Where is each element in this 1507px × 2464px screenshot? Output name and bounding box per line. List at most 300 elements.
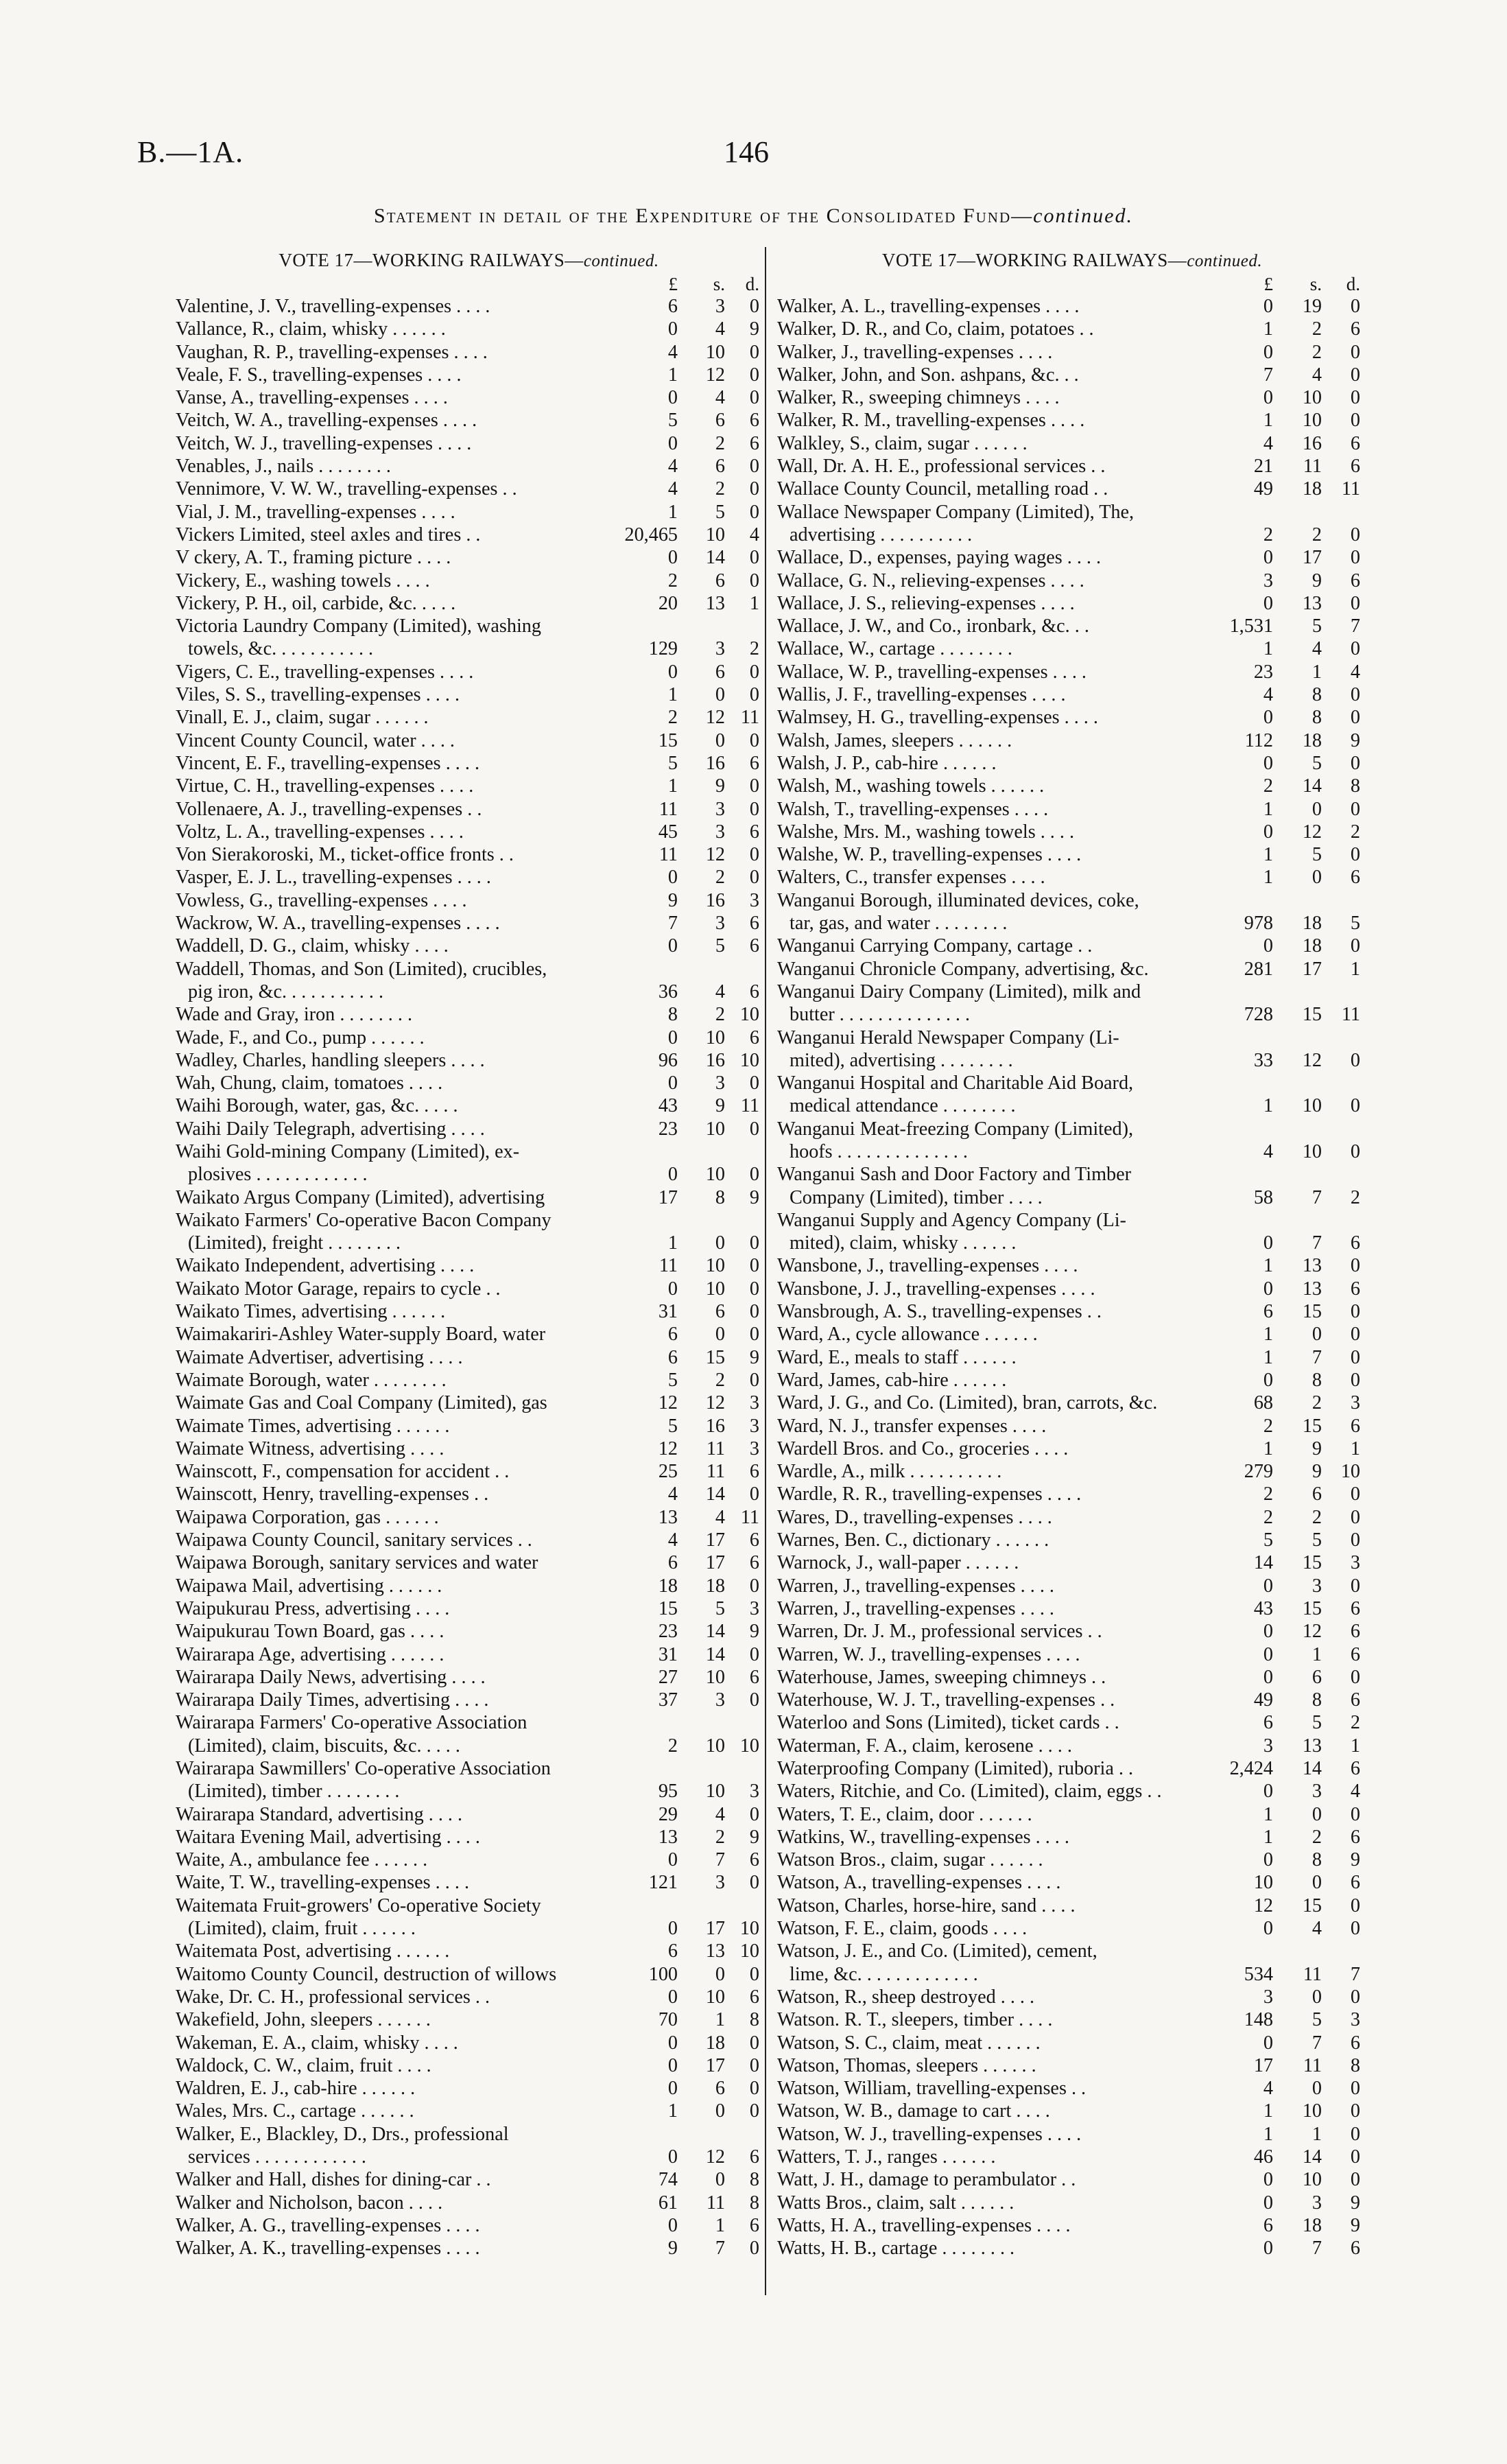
entry-description: Viles, S. S., travelling-expenses . . . . xyxy=(176,684,460,706)
expenditure-row xyxy=(176,752,762,775)
amount-pence: 0 xyxy=(749,798,759,820)
amount-shillings: 3 xyxy=(1312,2192,1322,2214)
amount-shillings: 5 xyxy=(715,935,725,957)
entry-description: Waikato Independent, advertising . . . . xyxy=(176,1255,475,1277)
amount-pence: 0 xyxy=(749,296,759,317)
amount-pence: 6 xyxy=(1350,1597,1360,1619)
expenditure-row xyxy=(777,1643,1367,1666)
entry-description: Warren, W. J., travelling-expenses . . . . xyxy=(777,1643,1080,1665)
expenditure-row xyxy=(176,2237,762,2260)
expenditure-row xyxy=(176,478,762,500)
amount-shillings: 0 xyxy=(1312,1803,1322,1825)
entry-description: Ward, N. J., transfer expenses . . . . xyxy=(777,1415,1047,1437)
amount-pence: 0 xyxy=(1350,798,1360,820)
entry-description: Waimate Advertiser, advertising . . . . xyxy=(176,1346,463,1368)
entry-description: Wall, Dr. A. H. E., professional services . . xyxy=(777,456,1106,478)
entry-description: Watson, S. C., claim, meat . . . . . . xyxy=(777,2032,1041,2054)
amount-pounds: 74 xyxy=(658,2169,678,2191)
amount-pounds: 23 xyxy=(658,1118,678,1140)
amount-pounds: 5 xyxy=(667,410,678,432)
expenditure-row xyxy=(176,1894,762,1917)
entry-description: Waikato Argus Company (Limited), advertising xyxy=(176,1186,545,1208)
entry-description: Warnes, Ben. C., dictionary . . . . . . xyxy=(777,1529,1049,1551)
entry-description: Waddell, D. G., claim, whisky . . . . xyxy=(176,935,449,957)
amount-pence: 0 xyxy=(749,867,759,889)
amount-pence: 0 xyxy=(1350,1049,1360,1071)
expenditure-row xyxy=(777,2146,1367,2168)
entry-description: Waterhouse, James, sweeping chimneys . . xyxy=(777,1666,1106,1688)
amount-pence: 0 xyxy=(1350,592,1360,614)
amount-shillings: 15 xyxy=(1302,1004,1322,1026)
expenditure-row xyxy=(176,2123,762,2146)
amount-pounds: 1 xyxy=(667,364,678,386)
amount-pounds: 6 xyxy=(1263,2214,1273,2236)
entry-description: Wanganui Sash and Door Factory and Timber xyxy=(777,1164,1132,1186)
amount-shillings: 6 xyxy=(715,456,725,478)
amount-pounds: 18 xyxy=(658,1575,678,1597)
expenditure-row xyxy=(176,866,762,889)
entry-description: Watson Bros., claim, sugar . . . . . . xyxy=(777,1849,1043,1871)
amount-shillings: 10 xyxy=(1302,410,1322,432)
amount-shillings: 18 xyxy=(705,2032,725,2054)
entry-description: Waipawa Borough, sanitary services and water xyxy=(176,1552,538,1574)
expenditure-row xyxy=(176,570,762,592)
amount-pence: 6 xyxy=(749,2214,759,2236)
amount-shillings: 11 xyxy=(1303,1963,1322,1985)
amount-shillings: 18 xyxy=(1302,2214,1322,2236)
amount-shillings: 13 xyxy=(705,1940,725,1962)
amount-pence: 0 xyxy=(749,1575,759,1597)
amount-shillings: 1 xyxy=(1312,2123,1322,2145)
amount-pounds: 33 xyxy=(1253,1049,1273,1071)
expenditure-row xyxy=(176,501,762,524)
amount-pounds: 1 xyxy=(1263,798,1273,820)
entry-description: tar, gas, and water . . . . . . . . xyxy=(790,913,1008,935)
amount-shillings: 16 xyxy=(705,1049,725,1071)
expenditure-row xyxy=(777,1963,1367,1986)
entry-description: Walsh, J. P., cab-hire . . . . . . xyxy=(777,752,997,774)
amount-pence: 3 xyxy=(749,1597,759,1619)
expenditure-row xyxy=(176,295,762,318)
amount-pounds: 0 xyxy=(667,1278,678,1300)
expenditure-row xyxy=(176,1209,762,1232)
amount-shillings: 7 xyxy=(715,1849,725,1871)
amount-pounds: 2 xyxy=(1263,1483,1273,1505)
amount-pounds: 9 xyxy=(667,2238,678,2260)
amount-pounds: 14 xyxy=(1253,1552,1273,1574)
amount-shillings: 14 xyxy=(705,1483,725,1505)
expenditure-row xyxy=(777,2100,1367,2122)
amount-shillings: 10 xyxy=(705,1118,725,1140)
entry-description: Vowless, G., travelling-expenses . . . . xyxy=(176,889,467,911)
expenditure-row xyxy=(777,1254,1367,1277)
expenditure-row xyxy=(777,1871,1367,1894)
amount-pounds: 2 xyxy=(1263,524,1273,545)
amount-pence: 9 xyxy=(1350,2192,1360,2214)
amount-pence: 0 xyxy=(749,456,759,478)
amount-pence: 0 xyxy=(1350,684,1360,706)
amount-shillings: 5 xyxy=(1312,1712,1322,1734)
amount-pence: 1 xyxy=(1350,1735,1360,1757)
amount-pounds: 15 xyxy=(658,729,678,751)
entry-description: Wanganui Herald Newspaper Company (Li- xyxy=(777,1026,1119,1048)
expenditure-row xyxy=(176,1803,762,1826)
entry-description: Waite, A., ambulance fee . . . . . . xyxy=(176,1849,428,1871)
entry-description: Waipawa County Council, sanitary services . . xyxy=(176,1529,532,1551)
amount-shillings: 1 xyxy=(715,2009,725,2031)
amount-pence: 11 xyxy=(1341,478,1360,500)
expenditure-row xyxy=(777,1849,1367,1871)
entry-description: Watson, W. J., travelling-expenses . . . . xyxy=(777,2123,1082,2145)
amount-pence: 0 xyxy=(749,1689,759,1711)
entry-description: Waterhouse, W. J. T., travelling-expenses . . xyxy=(777,1689,1115,1711)
amount-pounds: 534 xyxy=(1244,1963,1273,1985)
entry-description: Waitemata Fruit-growers' Co-operative Society xyxy=(176,1894,541,1916)
expenditure-row xyxy=(176,1529,762,1551)
amount-pence: 6 xyxy=(749,410,759,432)
expenditure-row xyxy=(176,341,762,364)
entry-description: Waitara Evening Mail, advertising . . . . xyxy=(176,1826,480,1848)
expenditure-row xyxy=(176,1506,762,1529)
expenditure-row xyxy=(777,615,1367,637)
expenditure-row xyxy=(176,1963,762,1986)
statement-title-continued: continued. xyxy=(1033,204,1133,227)
expenditure-row xyxy=(777,2168,1367,2191)
expenditure-row xyxy=(176,1369,762,1392)
amount-pence: 6 xyxy=(1350,1232,1360,1254)
entry-description: Waters, T. E., claim, door . . . . . . xyxy=(777,1803,1032,1825)
amount-shillings: 0 xyxy=(715,1324,725,1346)
amount-pence: 6 xyxy=(1350,432,1360,454)
amount-pence: 9 xyxy=(749,318,759,340)
amount-pounds: 1 xyxy=(1263,1803,1273,1825)
amount-pence: 0 xyxy=(1350,2169,1360,2191)
entry-description: Voltz, L. A., travelling-expenses . . . . xyxy=(176,821,464,843)
entry-description: Waipawa Corporation, gas . . . . . . xyxy=(176,1506,439,1528)
amount-pence: 6 xyxy=(1350,1621,1360,1643)
amount-shillings: 6 xyxy=(1312,1666,1322,1688)
entry-description: Wanganui Carrying Company, cartage . . xyxy=(777,935,1093,957)
amount-shillings: 15 xyxy=(1302,1552,1322,1574)
amount-pence: 0 xyxy=(749,2032,759,2054)
amount-shillings: 7 xyxy=(1312,2238,1322,2260)
amount-shillings: 19 xyxy=(1302,296,1322,317)
amount-pounds: 0 xyxy=(1263,592,1273,614)
expenditure-row xyxy=(176,409,762,432)
shillings-header: s. xyxy=(713,274,725,294)
expenditure-row xyxy=(176,2214,762,2237)
amount-shillings: 7 xyxy=(1312,1232,1322,1254)
amount-shillings: 8 xyxy=(1312,1849,1322,1871)
expenditure-row xyxy=(176,1140,762,1163)
amount-pounds: 4 xyxy=(1263,684,1273,706)
expenditure-row xyxy=(176,2008,762,2031)
entry-description: Waipukurau Town Board, gas . . . . xyxy=(176,1621,444,1643)
amount-pence: 6 xyxy=(749,1552,759,1574)
amount-shillings: 10 xyxy=(705,1666,725,1688)
expenditure-row xyxy=(176,1666,762,1689)
amount-pounds: 2 xyxy=(1263,1506,1273,1528)
vote-title-text: VOTE 17—WORKING RAILWAYS— xyxy=(278,250,584,270)
amount-pence: 0 xyxy=(749,1278,759,1300)
entry-description: Vanse, A., travelling-expenses . . . . xyxy=(176,387,448,409)
amount-pence: 0 xyxy=(749,1369,759,1391)
entry-description: Waihi Daily Telegraph, advertising . . . . xyxy=(176,1118,485,1140)
pounds-header: £ xyxy=(668,274,678,294)
expenditure-row xyxy=(777,775,1367,797)
amount-pence: 6 xyxy=(1350,2238,1360,2260)
column-divider xyxy=(765,247,766,2295)
entry-description: Watson, R., sheep destroyed . . . . xyxy=(777,1986,1035,2008)
expenditure-row xyxy=(777,1711,1367,1734)
amount-pence: 6 xyxy=(749,821,759,843)
expenditure-row xyxy=(176,706,762,729)
amount-pounds: 129 xyxy=(648,638,678,660)
amount-pounds: 0 xyxy=(1263,1666,1273,1688)
amount-pounds: 0 xyxy=(1263,1781,1273,1803)
amount-pence: 6 xyxy=(749,432,759,454)
amount-shillings: 1 xyxy=(1312,661,1322,683)
amount-pence: 0 xyxy=(749,547,759,569)
amount-shillings: 3 xyxy=(715,913,725,935)
expenditure-row xyxy=(777,1140,1367,1163)
expenditure-row xyxy=(176,318,762,340)
amount-pounds: 31 xyxy=(658,1301,678,1323)
expenditure-row xyxy=(777,2032,1367,2054)
entry-description: (Limited), claim, fruit . . . . . . xyxy=(188,1918,416,1940)
amount-pounds: 31 xyxy=(658,1643,678,1665)
amount-pence: 0 xyxy=(1350,1324,1360,1346)
entry-description: Wairarapa Daily Times, advertising . . . . xyxy=(176,1689,489,1711)
expenditure-row xyxy=(777,981,1367,1003)
amount-shillings: 11 xyxy=(1303,2054,1322,2076)
expenditure-row xyxy=(777,1666,1367,1689)
amount-shillings: 12 xyxy=(1302,1049,1322,1071)
amount-pounds: 11 xyxy=(658,1255,678,1277)
amount-pounds: 17 xyxy=(1253,2054,1273,2076)
amount-shillings: 18 xyxy=(705,1575,725,1597)
amount-pence: 0 xyxy=(749,1872,759,1894)
amount-pence: 0 xyxy=(749,1803,759,1825)
amount-pence: 0 xyxy=(1350,1575,1360,1597)
entry-description: Wardle, R. R., travelling-expenses . . . . xyxy=(777,1483,1082,1505)
amount-pence: 10 xyxy=(739,1004,759,1026)
amount-pence: 7 xyxy=(1350,1963,1360,1985)
entry-description: Waimakariri-Ashley Water-supply Board, water xyxy=(176,1324,546,1346)
expenditure-row xyxy=(176,1323,762,1346)
expenditure-row xyxy=(176,889,762,912)
expenditure-row xyxy=(176,1278,762,1300)
entry-description: Wake, Dr. C. H., professional services . . xyxy=(176,1986,490,2008)
amount-shillings: 4 xyxy=(1312,1918,1322,1940)
entry-description: Waldock, C. W., claim, fruit . . . . xyxy=(176,2054,431,2076)
amount-pounds: 0 xyxy=(667,1918,678,1940)
expenditure-row xyxy=(777,1917,1367,1940)
entry-description: Ward, James, cab-hire . . . . . . xyxy=(777,1369,1007,1391)
expenditure-row xyxy=(176,2192,762,2214)
entry-description: (Limited), claim, biscuits, &c. . . . . xyxy=(188,1735,460,1757)
entry-description: Wah, Chung, claim, tomatoes . . . . xyxy=(176,1072,443,1094)
expenditure-row xyxy=(176,729,762,752)
amount-pounds: 0 xyxy=(1263,2238,1273,2260)
entry-description: Waikato Motor Garage, repairs to cycle . . xyxy=(176,1278,501,1300)
amount-pounds: 112 xyxy=(1244,729,1273,751)
amount-pounds: 2 xyxy=(1263,1415,1273,1437)
amount-pounds: 728 xyxy=(1244,1004,1273,1026)
amount-pence: 0 xyxy=(749,2100,759,2122)
expenditure-row xyxy=(777,1483,1367,1505)
entry-description: Watts Bros., claim, salt . . . . . . xyxy=(777,2192,1014,2214)
amount-pounds: 0 xyxy=(1263,2169,1273,2191)
amount-pence: 3 xyxy=(749,1415,759,1437)
expenditure-row xyxy=(176,2146,762,2168)
expenditure-row xyxy=(777,958,1367,981)
amount-pence: 9 xyxy=(749,1621,759,1643)
amount-shillings: 14 xyxy=(705,1643,725,1665)
entry-description: Waimate Times, advertising . . . . . . xyxy=(176,1415,450,1437)
amount-pence: 0 xyxy=(1350,1986,1360,2008)
amount-shillings: 15 xyxy=(1302,1415,1322,1437)
amount-shillings: 12 xyxy=(705,707,725,729)
entry-description: Wairarapa Farmers' Co-operative Association xyxy=(176,1712,527,1734)
amount-pounds: 6 xyxy=(667,1346,678,1368)
amount-shillings: 6 xyxy=(715,1301,725,1323)
entry-description: Walmsey, H. G., travelling-expenses . . . . xyxy=(777,707,1098,729)
expenditure-row xyxy=(176,1438,762,1460)
amount-pence: 6 xyxy=(749,1986,759,2008)
expenditure-row xyxy=(777,637,1367,660)
amount-pounds: 5 xyxy=(667,1369,678,1391)
expenditure-row xyxy=(176,2032,762,2054)
entry-description: Victoria Laundry Company (Limited), washing xyxy=(176,615,541,637)
expenditure-row xyxy=(777,1232,1367,1254)
expenditure-row xyxy=(176,1940,762,1962)
amount-shillings: 10 xyxy=(705,341,725,363)
amount-pounds: 70 xyxy=(658,2009,678,2031)
amount-pence: 6 xyxy=(749,913,759,935)
expenditure-row xyxy=(777,1094,1367,1117)
amount-pence: 3 xyxy=(1350,1552,1360,1574)
entry-description: Walkley, S., claim, sugar . . . . . . xyxy=(777,432,1028,454)
amount-pence: 0 xyxy=(1350,1483,1360,1505)
entry-description: Watson, Charles, horse-hire, sand . . . . xyxy=(777,1894,1076,1916)
entry-description: Wairarapa Sawmillers' Co-operative Association xyxy=(176,1758,551,1779)
amount-pounds: 6 xyxy=(1263,1301,1273,1323)
expenditure-row xyxy=(777,821,1367,843)
entry-description: Wairarapa Daily News, advertising . . . . xyxy=(176,1666,486,1688)
expenditure-row xyxy=(176,1620,762,1643)
expenditure-row xyxy=(176,1094,762,1117)
amount-shillings: 17 xyxy=(705,1529,725,1551)
entry-description: Wardle, A., milk . . . . . . . . . . xyxy=(777,1461,1002,1483)
shillings-header: s. xyxy=(1309,274,1322,294)
expenditure-row xyxy=(176,1460,762,1483)
amount-pounds: 1 xyxy=(667,684,678,706)
amount-pounds: 1 xyxy=(1263,638,1273,660)
amount-pence: 11 xyxy=(740,1506,759,1528)
expenditure-row xyxy=(176,1003,762,1026)
entry-description: Watson, J. E., and Co. (Limited), cement, xyxy=(777,1940,1097,1962)
amount-shillings: 12 xyxy=(1302,821,1322,843)
amount-pence: 6 xyxy=(1350,456,1360,478)
amount-pounds: 0 xyxy=(667,432,678,454)
amount-shillings: 10 xyxy=(1302,387,1322,409)
amount-pence: 0 xyxy=(749,1255,759,1277)
amount-pence: 0 xyxy=(749,661,759,683)
entry-description: Wackrow, W. A., travelling-expenses . . . . xyxy=(176,913,500,935)
amount-pounds: 0 xyxy=(1263,1621,1273,1643)
expenditure-row xyxy=(777,2008,1367,2031)
amount-pounds: 27 xyxy=(658,1666,678,1688)
amount-pence: 0 xyxy=(749,341,759,363)
entry-description: Wanganui Chronicle Company, advertising, &c. xyxy=(777,958,1149,980)
amount-pence: 9 xyxy=(749,1346,759,1368)
entry-description: Vincent County Council, water . . . . xyxy=(176,729,455,751)
amount-pounds: 0 xyxy=(1263,2192,1273,2214)
amount-pence: 0 xyxy=(1350,341,1360,363)
entry-description: Waddell, Thomas, and Son (Limited), crucibles, xyxy=(176,958,547,980)
entry-description: Valentine, J. V., travelling-expenses . . . . xyxy=(176,296,490,317)
amount-pence: 10 xyxy=(739,1918,759,1940)
amount-shillings: 10 xyxy=(705,1986,725,2008)
expenditure-row xyxy=(176,637,762,660)
amount-pounds: 1 xyxy=(1263,1095,1273,1117)
amount-pounds: 0 xyxy=(1263,296,1273,317)
entry-description: hoofs . . . . . . . . . . . . . . xyxy=(790,1140,968,1162)
expenditure-row xyxy=(777,592,1367,615)
expenditure-row xyxy=(777,1551,1367,1574)
entry-description: Waitomo County Council, destruction of willows xyxy=(176,1963,557,1985)
amount-pence: 0 xyxy=(1350,707,1360,729)
amount-pence: 2 xyxy=(1350,1186,1360,1208)
amount-pence: 0 xyxy=(1350,1506,1360,1528)
expenditure-row xyxy=(176,1392,762,1414)
amount-pounds: 17 xyxy=(658,1186,678,1208)
entry-description: Vasper, E. J. L., travelling-expenses . . . . xyxy=(176,867,491,889)
amount-pence: 8 xyxy=(749,2009,759,2031)
amount-pounds: 12 xyxy=(658,1392,678,1414)
expenditure-row xyxy=(176,1049,762,1072)
entry-description: Walshe, W. P., travelling-expenses . . . . xyxy=(777,844,1082,866)
amount-pounds: 4 xyxy=(1263,1140,1273,1162)
amount-shillings: 2 xyxy=(1312,524,1322,545)
expenditure-row xyxy=(777,1780,1367,1803)
entry-description: Walker, A. K., travelling-expenses . . . . xyxy=(176,2238,480,2260)
amount-shillings: 9 xyxy=(715,775,725,797)
entry-description: Walsh, T., travelling-expenses . . . . xyxy=(777,798,1049,820)
expenditure-row xyxy=(777,1620,1367,1643)
amount-shillings: 5 xyxy=(1312,752,1322,774)
amount-pounds: 1 xyxy=(1263,844,1273,866)
amount-shillings: 15 xyxy=(705,1346,725,1368)
amount-pence: 0 xyxy=(749,478,759,500)
amount-shillings: 17 xyxy=(1302,958,1322,980)
expenditure-row xyxy=(176,1780,762,1803)
amount-pounds: 13 xyxy=(658,1506,678,1528)
amount-pence: 10 xyxy=(739,1049,759,1071)
entry-description: Waters, Ritchie, and Co. (Limited), claim, eggs . . xyxy=(777,1781,1162,1803)
amount-shillings: 2 xyxy=(1312,1506,1322,1528)
entry-description: Waimate Witness, advertising . . . . xyxy=(176,1438,444,1459)
amount-shillings: 3 xyxy=(715,638,725,660)
expenditure-row xyxy=(777,2054,1367,2077)
amount-pence: 8 xyxy=(1350,775,1360,797)
amount-shillings: 18 xyxy=(1302,913,1322,935)
amount-pounds: 23 xyxy=(1253,661,1273,683)
expenditure-row xyxy=(176,1551,762,1574)
amount-shillings: 12 xyxy=(705,364,725,386)
amount-shillings: 6 xyxy=(715,661,725,683)
